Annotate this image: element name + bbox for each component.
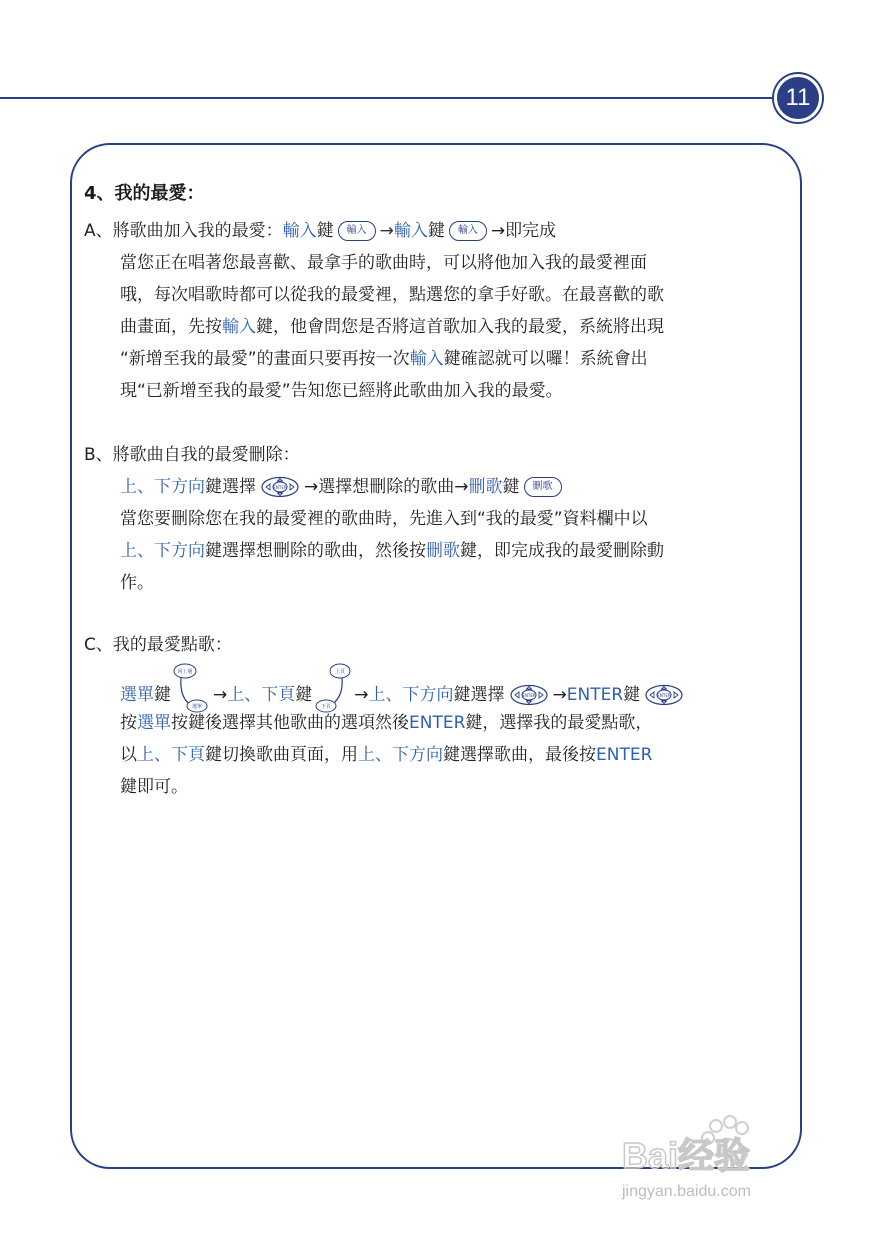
text: → xyxy=(552,685,567,705)
text: 鍵 xyxy=(623,685,641,705)
b-para-line-3: 作。 xyxy=(120,573,154,593)
watermark-url: jingyan.baidu.com xyxy=(622,1183,751,1200)
key-highlight: ENTER xyxy=(596,745,653,765)
rocker-top-label: 回上層 xyxy=(177,669,193,675)
b-steps xyxy=(120,473,566,501)
text: 鍵，即完成我的最愛刪除動 xyxy=(460,541,664,561)
text: 鍵選擇 xyxy=(453,685,505,705)
key-highlight: 刪歌 xyxy=(468,477,503,497)
dpad-center-label: ENTER xyxy=(657,692,671,698)
baidu-watermark xyxy=(618,1112,828,1202)
a-arrow: → xyxy=(379,221,394,241)
text: 鍵確認就可以囉！系統會出 xyxy=(443,349,648,369)
page-number: 11 xyxy=(785,84,811,111)
a-key-word-2: 鍵 xyxy=(427,221,445,241)
a-para-line-3 xyxy=(120,313,664,341)
a-para-line-1: 當您正在唱著您最喜歡、最拿手的歌曲時，可以將他加入我的最愛裡面 xyxy=(120,253,647,273)
b-heading: B、將歌曲自我的最愛刪除： xyxy=(84,445,300,465)
text: → xyxy=(213,685,228,705)
c-para-line-1 xyxy=(120,709,652,737)
dpad-icon xyxy=(644,684,684,706)
key-highlight: 上、下頁 xyxy=(137,745,205,765)
text: 鍵選擇想刪除的歌曲，然後按 xyxy=(205,541,426,561)
page-number-badge xyxy=(774,74,822,122)
rocker-bottom-label: 下頁 xyxy=(321,704,332,710)
watermark-brand: Bai经验 xyxy=(622,1135,751,1176)
text: “新增至我的最愛”的畫面只要再按一次 xyxy=(120,349,410,369)
text: 按鍵後選擇其他歌曲的選項然後 xyxy=(171,713,409,733)
key-highlight: 輸入 xyxy=(409,349,444,369)
key-highlight: 上、下方向 xyxy=(120,541,205,561)
a-heading-text: A、將歌曲加入我的最愛： xyxy=(84,221,283,241)
a-tail: →即完成 xyxy=(490,221,557,241)
rocker-bottom-label: 選單 xyxy=(191,704,203,710)
page-rocker-icon xyxy=(314,663,352,713)
key-highlight: 刪歌 xyxy=(426,541,460,561)
c-steps xyxy=(120,669,688,710)
c-para-line-3: 鍵即可。 xyxy=(120,777,188,797)
a-para-line-5: 現“已新增至我的最愛”告知您已經將此歌曲加入我的最愛。 xyxy=(120,381,563,401)
key-highlight: 上、下方向 xyxy=(368,685,454,705)
text: 鍵選擇歌曲，最後按 xyxy=(443,745,596,765)
key-highlight: ENTER xyxy=(409,713,466,733)
a-key-word-1: 鍵 xyxy=(316,221,334,241)
dpad-center-label: ENTER xyxy=(273,484,287,490)
text: 鍵 xyxy=(502,477,520,497)
key-highlight: 上、下方向 xyxy=(120,477,205,497)
b-para-line-2 xyxy=(120,537,664,565)
section-title: 4、我的最愛： xyxy=(84,183,205,204)
a-key-input-1: 輸入 xyxy=(282,221,317,241)
c-heading: C、我的最愛點歌： xyxy=(84,635,232,655)
input-key-icon: 輸入 xyxy=(338,221,376,241)
text: 按 xyxy=(120,713,137,733)
key-highlight: 輸入 xyxy=(222,317,256,337)
a-heading xyxy=(84,217,556,245)
text: 鍵選擇 xyxy=(205,477,256,497)
menu-rocker-icon xyxy=(173,663,211,713)
key-highlight: 選單 xyxy=(120,685,154,705)
key-highlight: 選單 xyxy=(137,713,171,733)
input-key-icon: 輸入 xyxy=(449,221,487,241)
text: 鍵，他會問您是否將這首歌加入我的最愛，系統將出現 xyxy=(256,317,664,337)
dpad-center-label: ENTER xyxy=(521,692,536,698)
text: 鍵，選擇我的最愛點歌， xyxy=(465,713,653,733)
text: 鍵 xyxy=(295,685,313,705)
key-highlight: 上、下方向 xyxy=(358,745,443,765)
text: 以 xyxy=(120,745,137,765)
dpad-icon xyxy=(509,684,549,706)
b-para-line-1: 當您要刪除您在我的最愛裡的歌曲時，先進入到“我的最愛”資料欄中以 xyxy=(120,509,648,529)
text: 鍵 xyxy=(154,685,171,705)
text: 曲畫面，先按 xyxy=(120,317,222,337)
text: → xyxy=(354,685,369,705)
delete-song-key-icon: 刪歌 xyxy=(524,477,562,497)
header-rule xyxy=(0,97,780,99)
rocker-top-label: 上頁 xyxy=(335,669,346,675)
a-para-line-4 xyxy=(120,345,648,373)
dpad-icon xyxy=(260,476,300,498)
a-key-input-2: 輸入 xyxy=(393,221,428,241)
key-highlight: 上、下頁 xyxy=(227,685,296,705)
key-highlight: ENTER xyxy=(566,685,624,705)
a-para-line-2: 哦，每次唱歌時都可以從我的最愛裡，點選您的拿手好歌。在最喜歡的歌 xyxy=(120,285,664,305)
text: →選擇想刪除的歌曲→ xyxy=(304,477,469,497)
text: 鍵切換歌曲頁面，用 xyxy=(205,745,358,765)
c-para-line-2 xyxy=(120,741,652,769)
